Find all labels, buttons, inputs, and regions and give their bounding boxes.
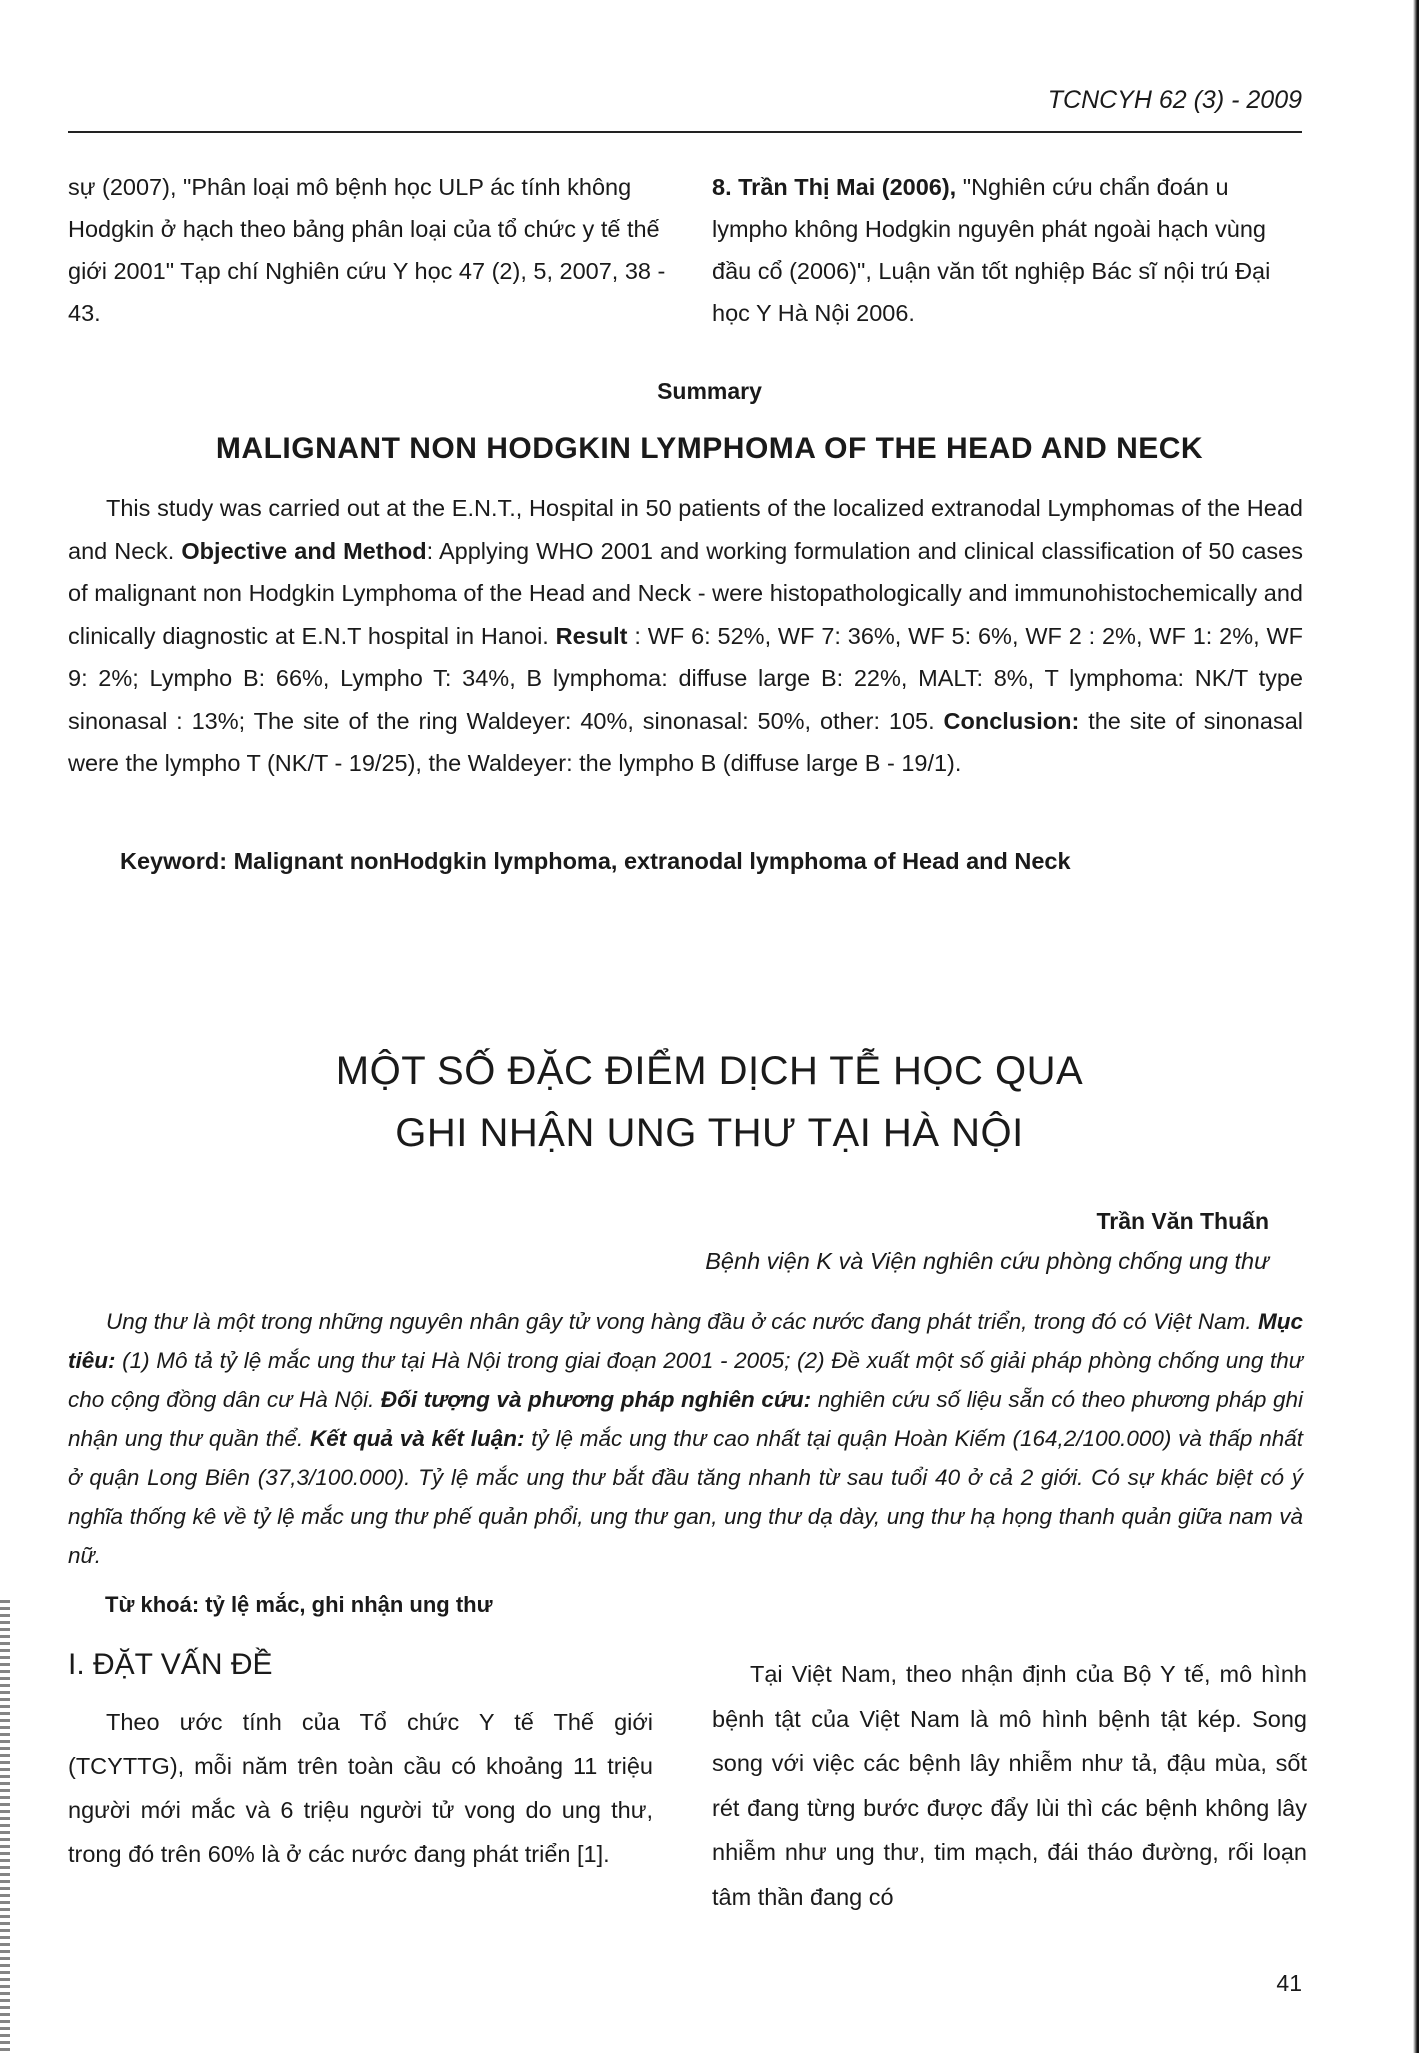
article-title <box>0 1040 1419 1164</box>
objective-text: : Applying WHO 2001 and working formulation and clinical classification of 50 cases of malignant non Hodgkin Lymphoma of the Head and Neck - were histopathologically and immunohistochemically and clinically diagnostic at E.N.T hospital in Hanoi. <box>68 537 1304 649</box>
body-paragraph-right: Tại Việt Nam, theo nhận định của Bộ Y tế, mô hình bệnh tật của Việt Nam là mô hình bệnh tật kép. Song song với việc các bệnh lây nhiễm như tả, đậu mùa, sốt rét đang từng bước được đẩy lùi thì các bệnh không lây nhiễm như ung thư, tim mạch, đái tháo đường, rối loạn tâm thần đang có <box>712 1661 1307 1910</box>
ket-qua-text: tỷ lệ mắc ung thư cao nhất tại quận Hoàn Kiếm (164,2/100.000) và thấp nhất ở quận Long Biên (37,3/100.000). Tỷ lệ mắc ung thư bắt đầu tăng nhanh từ sau tuổi 40 ở cả 2 giới. Có sự khác biệt có ý nghĩa thống kê về tỷ lệ mắc ung thư phế quản phổi, ung thư gan, ung thư dạ dày, ung thư hạ họng thanh quản giữa nam và nữ. <box>68 1426 1303 1568</box>
article-affiliation: Bệnh viện K và Viện nghiên cứu phòng chống ung thư <box>705 1248 1269 1274</box>
article-abstract <box>68 1302 1303 1575</box>
conclusion-text: the site of sinonasal were the lympho T (NK/T - 19/25), the Waldeyer: the lympho B (diffuse large B - 19/1). <box>68 707 1303 776</box>
abstract-intro: Ung thư là một trong những nguyên nhân gây tử vong hàng đầu ở các nước đang phát triển, trong đó có Việt Nam. <box>106 1309 1258 1334</box>
body-paragraph-left: Theo ước tính của Tổ chức Y tế Thế giới (TCYTTG), mỗi năm trên toàn cầu có khoảng 11 triệu người mới mắc và 6 triệu người tử vong do ung thư, trong đó trên 60% là ở các nước đang phát triển [1]. <box>68 1709 653 1867</box>
scan-binding-marks <box>0 1600 10 2053</box>
reference-8 <box>712 166 1307 334</box>
doi-tuong-text: nghiên cứu số liệu sẵn có theo phương pháp ghi nhận ung thư quần thể. <box>68 1387 1303 1451</box>
muc-tieu-label: Mục tiêu: <box>68 1309 1303 1373</box>
doi-tuong-label: Đối tượng và phương pháp nghiên cứu: <box>380 1387 812 1412</box>
article-keywords: Từ khoá: tỷ lệ mắc, ghi nhận ung thư <box>105 1592 493 1617</box>
article-title-line1: MỘT SỐ ĐẶC ĐIỂM DỊCH TỄ HỌC QUA <box>335 1049 1084 1093</box>
section-title: I. ĐẶT VẤN ĐỀ <box>68 1648 273 1681</box>
reference-8-text: "Nghiên cứu chẩn đoán u lympho không Hodgkin nguyên phát ngoài hạch vùng đầu cổ (2006)", Luận văn tốt nghiệp Bác sĩ nội trú Đại học Y Hà Nội 2006. <box>712 174 1271 326</box>
result-label: Result <box>555 622 628 649</box>
conclusion-label: Conclusion: <box>943 707 1080 734</box>
header-rule <box>68 131 1302 133</box>
reference-continued: sự (2007), "Phân loại mô bệnh học ULP ác tính không Hodgkin ở hạch theo bảng phân loại của tổ chức y tế thế giới 2001" Tạp chí Nghiên cứu Y học 47 (2), 5, 2007, 38 - 43. <box>68 174 666 326</box>
ket-qua-label: Kết quả và kết luận: <box>309 1426 525 1451</box>
summary-intro: This study was carried out at the E.N.T., Hospital in 50 patients of the localized extranodal Lymphomas of the Head and Neck. <box>68 495 1303 564</box>
summary-abstract <box>68 487 1303 785</box>
article-author: Trần Văn Thuấn <box>1096 1208 1269 1234</box>
page-number: 41 <box>1276 1970 1302 1996</box>
reference-8-author: 8. Trần Thị Mai (2006), <box>712 174 957 200</box>
result-text: : WF 6: 52%, WF 7: 36%, WF 5: 6%, WF 2 : 2%, WF 1: 2%, WF 9: 2%; Lympho B: 66%, Lympho T: 34%, B lymphoma: diffuse large B: 22%, MALT: 8%, T lymphoma: NK/T type sinonasal : 13%; The site of the ring Waldeyer: 40%, sinonasal: 50%, other: 105. <box>68 622 1304 734</box>
summary-heading: Summary <box>657 378 762 404</box>
objective-label: Objective and Method <box>181 537 427 564</box>
muc-tieu-text: (1) Mô tả tỷ lệ mắc ung thư tại Hà Nội trong giai đoạn 2001 - 2005; (2) Đề xuất một số giải pháp phòng chống ung thư cho cộng đồng dân cư Hà Nội. <box>68 1348 1303 1412</box>
summary-keyword: Keyword: Malignant nonHodgkin lymphoma, extranodal lymphoma of Head and Neck <box>120 848 1071 874</box>
journal-header: TCNCYH 62 (3) - 2009 <box>1047 86 1302 114</box>
article-title-line2: GHI NHẬN UNG THƯ TẠI HÀ NỘI <box>395 1111 1024 1155</box>
scan-edge-shadow <box>1413 0 1419 2053</box>
summary-title: MALIGNANT NON HODGKIN LYMPHOMA OF THE HEAD AND NECK <box>215 432 1204 465</box>
